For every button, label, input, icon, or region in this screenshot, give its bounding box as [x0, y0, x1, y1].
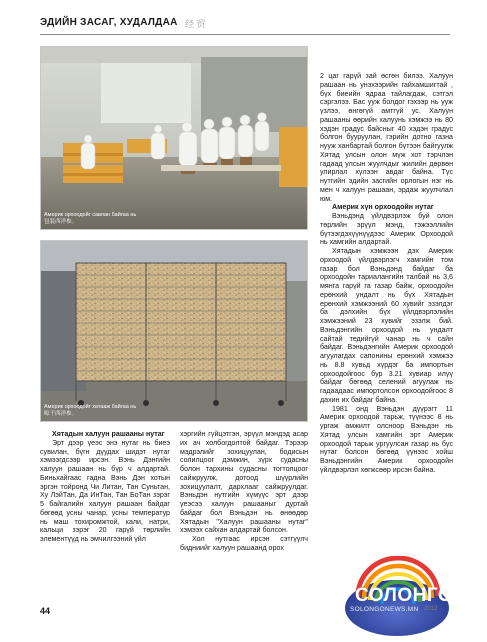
subheading: Америк хүн орхоодойн нутаг — [332, 203, 434, 212]
caption-cn: 晾干西洋参。 — [44, 410, 78, 417]
paragraph: 1981 онд Вэньдэн дүүрэгт 11 Америк орхоодой тарьж, түүнээс 8 нь ургаж амжилт олсноор Вэньдэн нь Хятад улсын хамгийн эрт Америк орхоодой тарьж ургуулсан газар нь бүс нутаг болсон бөгөөд үүнээс хойш Вэньдэнгийн Америк орхоодойн үйлдвэрлэл хөгжсөөр ирсэн байна. — [320, 404, 453, 474]
header-rule — [40, 34, 450, 35]
paragraph: 2 цаг гарүй зай өсгөн билээ. Халуун рашаан нь унэхээрийн гайхамшигтай , бүх биеийн ядраа тайлагдаж, сэтгэл сэргэлээ. Бас ууж болдог гэхээр нь ууж үзлээ, өнгөгүй амтгүй ус. Халуун рашааны өөрийн халуунь хэмжээ нь 80 хэдэн градус байсныг 40 хэдэн градус болгон бууруулан, гэрийн дотно газна нууж ханбартай болгон бүтээн байгуулж Хятад улсын олон мүж хот тэрчлэн гадаад улсын жуулчдыг жилийн дөрвөн улирлал хүлээн авдаг байна. Түс нутгийн эдийн засгийн орлогын нэг нь мен ч халуун рашаан, эрдаж жуулчлал юм. — [320, 72, 453, 203]
subheading: Хятадын халуун рашааны нутаг — [52, 430, 165, 438]
running-header — [40, 12, 450, 38]
logo-url: SOLONGONEWS.MN — [350, 606, 419, 613]
paragraph: Вэньдэнд үйлдвэрлэж буй олон төрлийн эрүүл мэнд, тэжээллийн бүтээгдэхүүнүүдээс Америк Орхоодой нь хамгийн алдартай. — [320, 212, 453, 247]
photo-packing-image — [41, 47, 307, 229]
photo-drying — [40, 240, 308, 422]
article-column-right — [320, 72, 453, 600]
caption-cn: 包装西洋参。 — [44, 218, 78, 225]
caption-mn: Америк орхоодойг хатааж байгаа нь — [44, 404, 137, 410]
photo-packing-caption — [44, 212, 194, 225]
paragraph: Хол нутгаас ирсэн сэтгүүлч бидниийг халуун рашаанд орох — [180, 535, 308, 552]
photo-drying-image — [41, 241, 307, 421]
section-title-cn: 经 贸 — [185, 19, 206, 29]
photo-packing — [40, 46, 308, 230]
paragraph: Хятадын хэмжээн дэх Америк орхоодой үйлдвэрлэгч хамгийн том газар бол Вэньдэнд байдаг ба орхоодойн тариалангийн талбай нь 3,6 мянга гарүй га газар байж, орхоодойн ерөнхий ундалт нь бүх Хятадын ерөнхий хэмжээний 60 хувийг эзэлдэг ба дэлхийн бүх үйлдвэрлэлийн хэмжээний 23 хувийг эзэлж бий. Вэньдэнгийн орхоодой нь ундалт сайтай тедийгүй чанар нь ч сайн байдаг. Вэньдэнгийн Америк орхоодой агуулагдах сапонины ерөнхий хэмжээ нь 8.8 хувьд хүрдэг ба импортын орхоодойгоос бур 3.21 хувиар илүү байдаг бөгөөд селений агуулаж нь гадаадаас импортолсон орхоодойгоос 8 дахин их байдаг байна. — [320, 247, 453, 404]
article-column-2 — [180, 430, 308, 600]
section-title: ЭДИЙН ЗАСАГ, ХУДАЛДАА — [40, 17, 178, 28]
paragraph: хэргийн гүйцэтгэн, эрүүл мэндэд асар их ач холбогдолтой байдаг. Тэрээр мэдрэлийг зохицуулан, бодисын солилцоог дэмжин, зүрх судасны болон тархины судасны тогтолцоог сайжруулж, дотоод шүүрлийн зохицуулалт, дархлааг сайжруулдаг. Вэньдэн нутгийн хүмүүс эрт дээр үеэсээ халуун рашааныг дуртай байдаг бол Вэньдэн нь өнөөдөр Хятадын "Халуун рашааны нутаг" хэмээх сайхан алдартай болсон. — [180, 430, 308, 535]
paragraph: Эрт дээр үеэс энэ нутаг нь биеэ сувилан, бүгн дүудах шидэт нутаг хэмээгдсээр ирсэн. Вэнь Дэнгийн халуун рашаан нь бүр ч алдартай. Биньхайгаас гадна Вэнь Дэн хотын эргэн тойронд Чи Литан, Тан Суньтан, Ху ЛэйТан, Да ИнТан, Тан БоТан зэрэг 5 байгалийн халуун рашаан байдаг бөгөөд усны чанар, усны температур нь маш тохиромжтой, кали, натри, кальци зэрэг 20 гарүй төрлийн элементүүд нь эмчилгээний үйл — [40, 438, 170, 543]
logo-wordmark: СОЛОНГО — [355, 585, 454, 606]
page-number: 44 — [40, 606, 51, 616]
caption-mn: Америк орхоодойг савлан байгаа нь — [44, 212, 137, 218]
issue-number: 2012 — [424, 606, 438, 612]
article-column-1 — [40, 430, 170, 600]
photo-drying-caption — [44, 404, 194, 417]
